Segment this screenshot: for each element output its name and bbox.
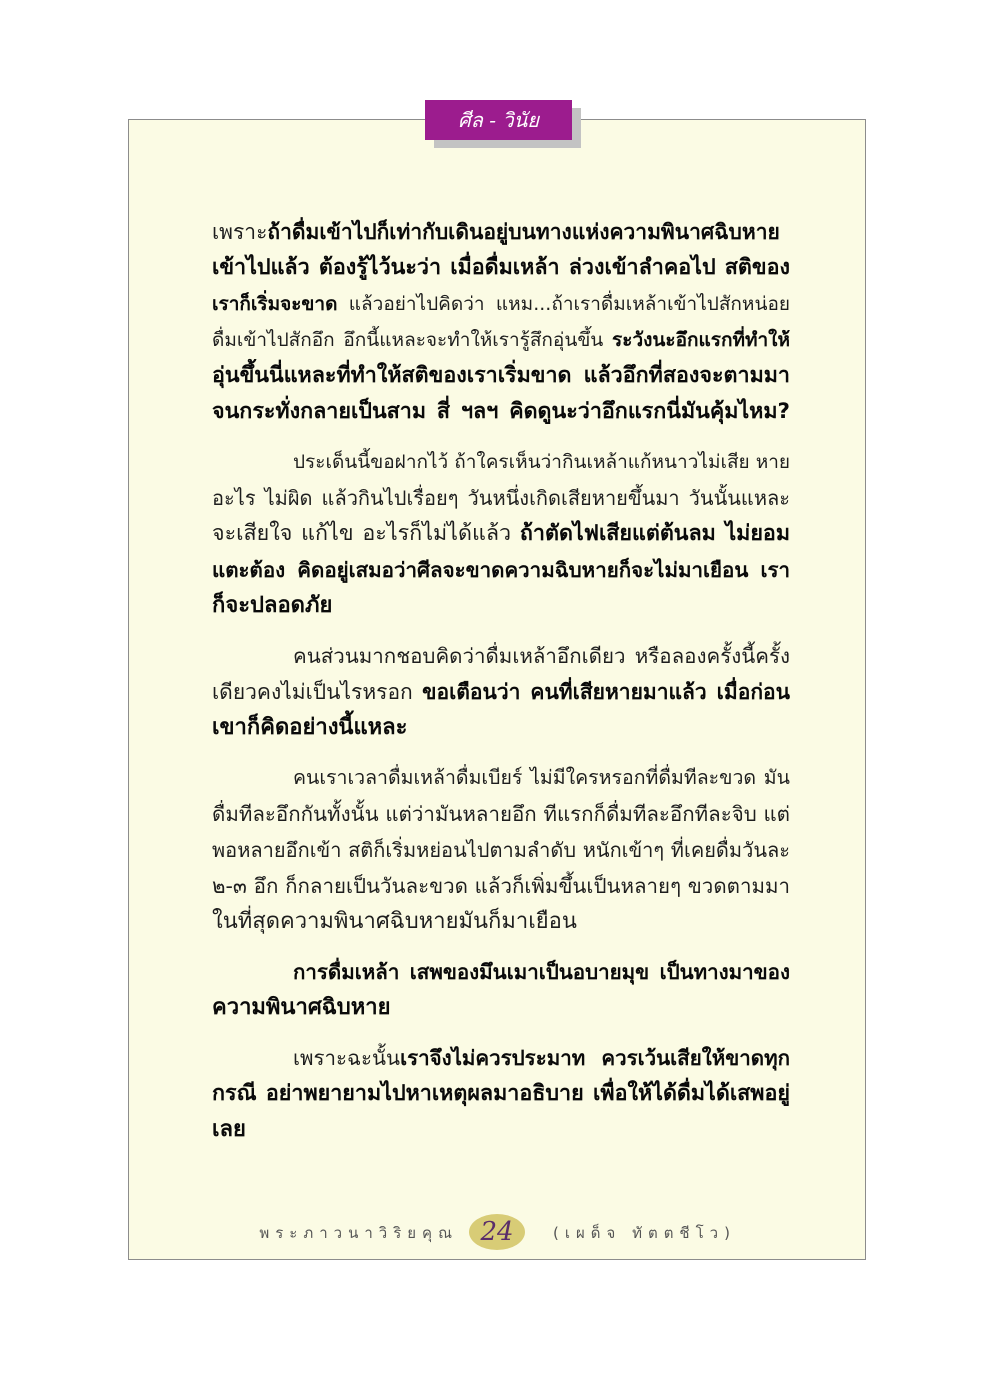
- paragraph: [212, 1040, 790, 1148]
- text-line: [212, 552, 790, 588]
- text-line: [212, 904, 790, 940]
- emphasis-run: เราจึงไม่ควรประมาท ควรเว้นเสียให้ขาดทุก: [400, 1046, 790, 1070]
- text-line: [212, 760, 790, 796]
- paragraph: [212, 638, 790, 746]
- text-run: จะเสียใจ แก้ไข อะไรก็ไม่ได้แล้ว: [212, 521, 520, 546]
- text-run: คนเราเวลาดื่มเหล้าดื่มเบียร์ ไม่มีใครหรอกที่ดื่มทีละขวด มัน: [293, 766, 790, 789]
- emphasis-run: อุ่นขึ้นนี่แหละที่ทำให้สติของเราเริ่มขาด แล้วอึกที่สองจะตามมา: [212, 363, 790, 388]
- text-line: [212, 322, 790, 358]
- emphasis-run: เขาก็คิดอย่างนี้แหละ: [212, 715, 408, 740]
- emphasis-run: กรณี อย่าพยายามไปหาเหตุผลมาอธิบาย เพื่อให้ได้ดื่มได้เสพอยู่: [212, 1081, 790, 1106]
- emphasis-run: จนกระทั่งกลายเป็นสาม สี่ ฯลฯ คิดดูนะว่าอึกแรกนี่มันคุ้มไหม?: [212, 399, 790, 424]
- text-run: แล้วอย่าไปคิดว่า แหม...ถ้าเราดื่มเหล้าเข้าไปสักหน่อย: [337, 293, 790, 315]
- footer-author-alias: (เผด็จ ทัตตชีโว): [553, 1224, 736, 1242]
- text-line: [212, 674, 790, 710]
- paragraph: [212, 760, 790, 940]
- page-number: 24: [480, 1217, 514, 1247]
- text-run: เดียวคงไม่เป็นไรหรอก: [212, 680, 423, 704]
- text-line: [212, 250, 790, 286]
- emphasis-run: แตะต้อง คิดอยู่เสมอว่าศีลจะขาดความฉิบหายก็จะไม่มาเยือน เรา: [212, 558, 790, 582]
- text-line: [212, 286, 790, 322]
- text-line: [212, 516, 790, 552]
- text-line: [212, 588, 790, 624]
- text-line: [212, 796, 790, 832]
- text-line: [212, 832, 790, 868]
- text-run: เพราะฉะนั้น: [293, 1046, 401, 1070]
- emphasis-run: ขอเตือนว่า คนที่เสียหายมาแล้ว เมื่อก่อน: [422, 680, 790, 704]
- text-line: [212, 214, 790, 250]
- text-line: [212, 954, 790, 990]
- emphasis-run: ก็จะปลอดภัย: [212, 593, 333, 618]
- text-run: ดื่มเข้าไปสักอึก อึกนี้แหละจะทำให้เรารู้สึกอุ่นขึ้น: [212, 329, 613, 351]
- text-run: ในที่สุดความพินาศฉิบหายมันก็มาเยือน: [212, 909, 577, 934]
- text-run: ประเด็นนี้ขอฝากไว้ ถ้าใครเห็นว่ากินเหล้าแก้หนาวไม่เสีย หาย: [293, 451, 791, 473]
- section-tab: [425, 100, 572, 140]
- emphasis-run: เข้าไปแล้ว ต้องรู้ไว้นะว่า เมื่อดื่มเหล้า ล่วงเข้าลำคอไป สติของ: [212, 255, 790, 280]
- text-run: พอหลายอึกเข้า สติก็เริ่มหย่อนไปตามลำดับ หนักเข้าๆ ที่เคยดื่มวันละ: [212, 838, 790, 862]
- text-run: ดื่มทีละอึกกันทั้งนั้น แต่ว่ามันหลายอึก ทีแรกก็ดื่มทีละอึกทีละจิบ แต่: [212, 802, 790, 826]
- section-tab-label: ศีล - วินัย: [457, 108, 540, 132]
- text-line: [212, 868, 790, 904]
- emphasis-run: ความพินาศฉิบหาย: [212, 995, 391, 1020]
- text-line: [212, 358, 790, 394]
- text-line: [212, 638, 790, 674]
- text-line: [212, 710, 790, 746]
- page-number-badge: [469, 1214, 525, 1250]
- text-line: [212, 990, 790, 1026]
- text-line: [212, 394, 790, 430]
- body-text: [212, 214, 790, 1162]
- emphasis-run: ถ้าดื่มเข้าไปก็เท่ากับเดินอยู่บนทางแห่งความพินาศฉิบหาย: [267, 220, 780, 244]
- emphasis-run: เราก็เริ่มจะขาด: [212, 293, 338, 315]
- emphasis-run: ถ้าตัดไฟเสียแต่ต้นลม ไม่ยอม: [519, 521, 791, 546]
- text-line: [212, 480, 790, 516]
- paragraph: [212, 954, 790, 1026]
- text-line: [212, 444, 790, 480]
- text-run: เพราะ: [212, 220, 268, 244]
- emphasis-run: เลย: [212, 1117, 246, 1142]
- footer-author: พระภาวนาวิริยคุณ: [259, 1224, 458, 1242]
- paragraph: [212, 444, 790, 624]
- text-run: ๒-๓ อึก ก็กลายเป็นวันละขวด แล้วก็เพิ่มขึ้นเป็นหลายๆ ขวดตามมา: [212, 874, 790, 898]
- text-run: อะไร ไม่ผิด แล้วกินไปเรื่อยๆ วันหนึ่งเกิดเสียหายขึ้นมา วันนั้นแหละ: [212, 486, 790, 510]
- text-line: [212, 1040, 790, 1076]
- text-line: [212, 1112, 790, 1148]
- paragraph: [212, 214, 790, 430]
- emphasis-run: การดื่มเหล้า เสพของมึนเมาเป็นอบายมุข เป็นทางมาของ: [293, 960, 790, 984]
- text-run: คนส่วนมากชอบคิดว่าดื่มเหล้าอึกเดียว หรือลองครั้งนี้ครั้ง: [293, 644, 790, 668]
- text-line: [212, 1076, 790, 1112]
- emphasis-run: ระวังนะอึกแรกที่ทำให้: [612, 329, 790, 351]
